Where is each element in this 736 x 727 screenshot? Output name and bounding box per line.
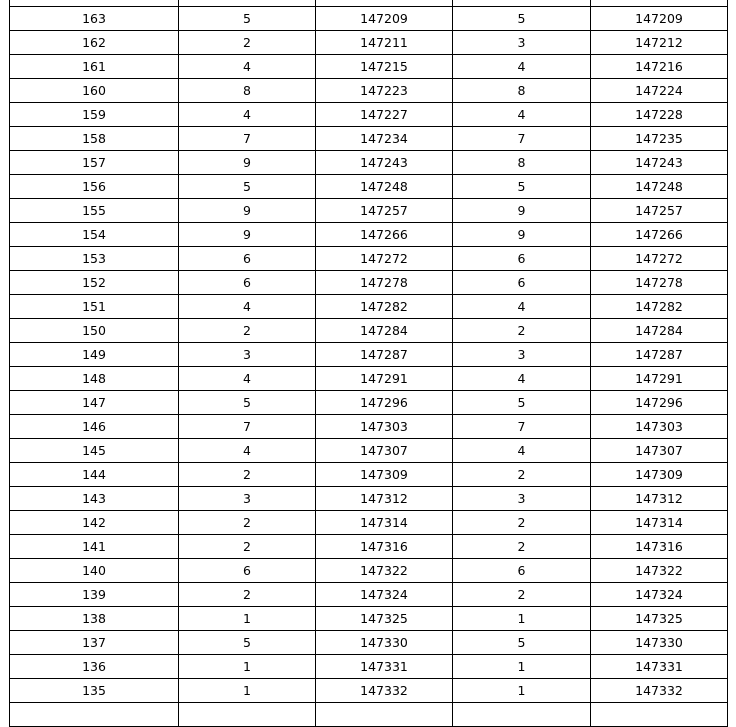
table-row [10, 583, 728, 607]
count-cell-2: 2 [453, 535, 591, 559]
score-cell: 157 [10, 151, 179, 175]
table-row [10, 487, 728, 511]
cumulative-cell: 147243 [316, 151, 453, 175]
cumulative-cell-2: 147309 [591, 463, 728, 487]
score-cell: 145 [10, 439, 179, 463]
score-cell: 161 [10, 55, 179, 79]
cumulative-cell: 147312 [316, 487, 453, 511]
cumulative-cell: 147331 [316, 655, 453, 679]
cumulative-cell: 147272 [316, 247, 453, 271]
score-cell: 141 [10, 535, 179, 559]
score-cell: 155 [10, 199, 179, 223]
table-row [10, 439, 728, 463]
cumulative-cell: 147266 [316, 223, 453, 247]
table-row [10, 55, 728, 79]
cumulative-cell-2: 147284 [591, 319, 728, 343]
count-cell-2: 6 [453, 247, 591, 271]
table-row [10, 343, 728, 367]
count-cell: 3 [179, 487, 316, 511]
cumulative-cell: 147316 [316, 535, 453, 559]
cumulative-cell: 147296 [316, 391, 453, 415]
count-cell: 2 [179, 583, 316, 607]
score-cell: 137 [10, 631, 179, 655]
count-cell-2: 4 [453, 367, 591, 391]
cumulative-cell-2: 147212 [591, 31, 728, 55]
count-cell-2: 4 [453, 55, 591, 79]
count-cell: 9 [179, 223, 316, 247]
count-cell-2 [453, 703, 591, 727]
score-cell: 150 [10, 319, 179, 343]
cumulative-cell: 147314 [316, 511, 453, 535]
cumulative-cell: 147309 [316, 463, 453, 487]
score-cell: 154 [10, 223, 179, 247]
count-cell-2: 9 [453, 199, 591, 223]
count-cell-2: 5 [453, 631, 591, 655]
cumulative-cell: 147307 [316, 439, 453, 463]
count-cell: 2 [179, 319, 316, 343]
count-cell: 9 [179, 151, 316, 175]
count-cell-2: 4 [453, 439, 591, 463]
count-cell: 4 [179, 55, 316, 79]
count-cell: 2 [179, 535, 316, 559]
cumulative-cell [316, 703, 453, 727]
count-cell-2: 3 [453, 343, 591, 367]
cumulative-cell-2: 147235 [591, 127, 728, 151]
cumulative-cell: 147215 [316, 55, 453, 79]
table-body [10, 0, 728, 727]
score-cell: 163 [10, 7, 179, 31]
count-cell: 4 [179, 439, 316, 463]
table-row [10, 631, 728, 655]
table-row [10, 415, 728, 439]
count-cell-2: 3 [453, 487, 591, 511]
count-cell-2: 9 [453, 223, 591, 247]
score-cell: 144 [10, 463, 179, 487]
cumulative-cell-2: 147314 [591, 511, 728, 535]
count-cell: 5 [179, 7, 316, 31]
count-cell: 6 [179, 559, 316, 583]
count-cell-2: 3 [453, 31, 591, 55]
cumulative-cell: 147278 [316, 271, 453, 295]
cumulative-cell: 147330 [316, 631, 453, 655]
cumulative-cell-2: 147228 [591, 103, 728, 127]
cumulative-cell: 147303 [316, 415, 453, 439]
table-row [10, 223, 728, 247]
score-cell: 136 [10, 655, 179, 679]
count-cell: 2 [179, 511, 316, 535]
table-row [10, 535, 728, 559]
score-cell: 156 [10, 175, 179, 199]
score-cell: 151 [10, 295, 179, 319]
count-cell-2: 2 [453, 319, 591, 343]
cumulative-cell-2: 147224 [591, 79, 728, 103]
cumulative-cell-2: 147272 [591, 247, 728, 271]
cumulative-cell-2: 147303 [591, 415, 728, 439]
count-cell: 5 [179, 631, 316, 655]
count-cell-2: 5 [453, 391, 591, 415]
cumulative-cell-2: 147296 [591, 391, 728, 415]
count-cell-2: 1 [453, 679, 591, 703]
count-cell-2: 6 [453, 271, 591, 295]
cumulative-cell-2: 147312 [591, 487, 728, 511]
table-row [10, 679, 728, 703]
score-cell: 158 [10, 127, 179, 151]
cumulative-cell-2: 147287 [591, 343, 728, 367]
score-cell: 146 [10, 415, 179, 439]
count-cell: 6 [179, 247, 316, 271]
cumulative-cell-2: 147322 [591, 559, 728, 583]
cumulative-cell: 147234 [316, 127, 453, 151]
score-cell: 159 [10, 103, 179, 127]
cumulative-cell-2: 147257 [591, 199, 728, 223]
cumulative-cell-2 [591, 703, 728, 727]
cumulative-cell: 147332 [316, 679, 453, 703]
table-row [10, 703, 728, 727]
count-cell: 1 [179, 655, 316, 679]
count-cell-2: 7 [453, 415, 591, 439]
cumulative-cell: 147325 [316, 607, 453, 631]
count-cell: 1 [179, 679, 316, 703]
cumulative-cell: 147257 [316, 199, 453, 223]
table-row [10, 103, 728, 127]
table-row [10, 79, 728, 103]
score-cell: 153 [10, 247, 179, 271]
table-row [10, 391, 728, 415]
cumulative-cell-2: 147266 [591, 223, 728, 247]
cumulative-cell-2: 147291 [591, 367, 728, 391]
score-cell [10, 703, 179, 727]
cumulative-cell-2: 147243 [591, 151, 728, 175]
table-row [10, 367, 728, 391]
count-cell: 4 [179, 295, 316, 319]
table-row [10, 151, 728, 175]
cumulative-cell-2: 147324 [591, 583, 728, 607]
score-cell: 138 [10, 607, 179, 631]
cumulative-cell-2: 147325 [591, 607, 728, 631]
cumulative-cell: 147322 [316, 559, 453, 583]
table-row [10, 271, 728, 295]
count-cell-2: 6 [453, 559, 591, 583]
count-cell-2: 4 [453, 295, 591, 319]
score-cell: 149 [10, 343, 179, 367]
cumulative-cell-2: 147307 [591, 439, 728, 463]
cumulative-cell: 147227 [316, 103, 453, 127]
cumulative-cell: 147291 [316, 367, 453, 391]
count-cell [179, 703, 316, 727]
count-cell: 9 [179, 199, 316, 223]
count-cell: 4 [179, 103, 316, 127]
score-cell: 139 [10, 583, 179, 607]
cumulative-cell: 147324 [316, 583, 453, 607]
cumulative-cell-2: 147332 [591, 679, 728, 703]
score-cell: 135 [10, 679, 179, 703]
table-row [10, 175, 728, 199]
table-row [10, 31, 728, 55]
cumulative-cell: 147282 [316, 295, 453, 319]
count-cell: 1 [179, 607, 316, 631]
count-cell-2: 5 [453, 175, 591, 199]
cumulative-cell-2: 147330 [591, 631, 728, 655]
count-cell: 2 [179, 463, 316, 487]
cumulative-cell: 147209 [316, 7, 453, 31]
cumulative-cell-2: 147282 [591, 295, 728, 319]
score-cell: 140 [10, 559, 179, 583]
count-cell-2: 2 [453, 463, 591, 487]
cumulative-cell: 147223 [316, 79, 453, 103]
cumulative-cell: 147211 [316, 31, 453, 55]
cumulative-cell-2: 147278 [591, 271, 728, 295]
score-cell: 162 [10, 31, 179, 55]
cumulative-cell-2: 147248 [591, 175, 728, 199]
count-cell: 5 [179, 175, 316, 199]
count-cell: 6 [179, 271, 316, 295]
table-row [10, 199, 728, 223]
table-row [10, 511, 728, 535]
count-cell-2: 2 [453, 511, 591, 535]
score-cell: 147 [10, 391, 179, 415]
count-cell-2: 1 [453, 607, 591, 631]
score-cell: 148 [10, 367, 179, 391]
table-row [10, 7, 728, 31]
cumulative-cell: 147287 [316, 343, 453, 367]
table-row [10, 319, 728, 343]
cumulative-cell-2: 147216 [591, 55, 728, 79]
count-cell: 5 [179, 391, 316, 415]
score-table [9, 0, 728, 727]
count-cell: 4 [179, 367, 316, 391]
cumulative-cell: 147284 [316, 319, 453, 343]
table-row [10, 559, 728, 583]
count-cell: 8 [179, 79, 316, 103]
cumulative-cell: 147248 [316, 175, 453, 199]
count-cell: 7 [179, 415, 316, 439]
table-row [10, 607, 728, 631]
table-row [10, 655, 728, 679]
cumulative-cell-2: 147331 [591, 655, 728, 679]
count-cell-2: 8 [453, 79, 591, 103]
score-cell: 143 [10, 487, 179, 511]
cumulative-cell-2: 147316 [591, 535, 728, 559]
score-cell: 152 [10, 271, 179, 295]
score-cell: 142 [10, 511, 179, 535]
table-row [10, 463, 728, 487]
cumulative-cell-2: 147209 [591, 7, 728, 31]
count-cell-2: 8 [453, 151, 591, 175]
count-cell: 3 [179, 343, 316, 367]
table-row [10, 247, 728, 271]
count-cell-2: 7 [453, 127, 591, 151]
count-cell-2: 1 [453, 655, 591, 679]
count-cell-2: 2 [453, 583, 591, 607]
count-cell-2: 4 [453, 103, 591, 127]
score-cell: 160 [10, 79, 179, 103]
count-cell: 7 [179, 127, 316, 151]
table-row [10, 127, 728, 151]
table-row [10, 295, 728, 319]
count-cell: 2 [179, 31, 316, 55]
count-cell-2: 5 [453, 7, 591, 31]
